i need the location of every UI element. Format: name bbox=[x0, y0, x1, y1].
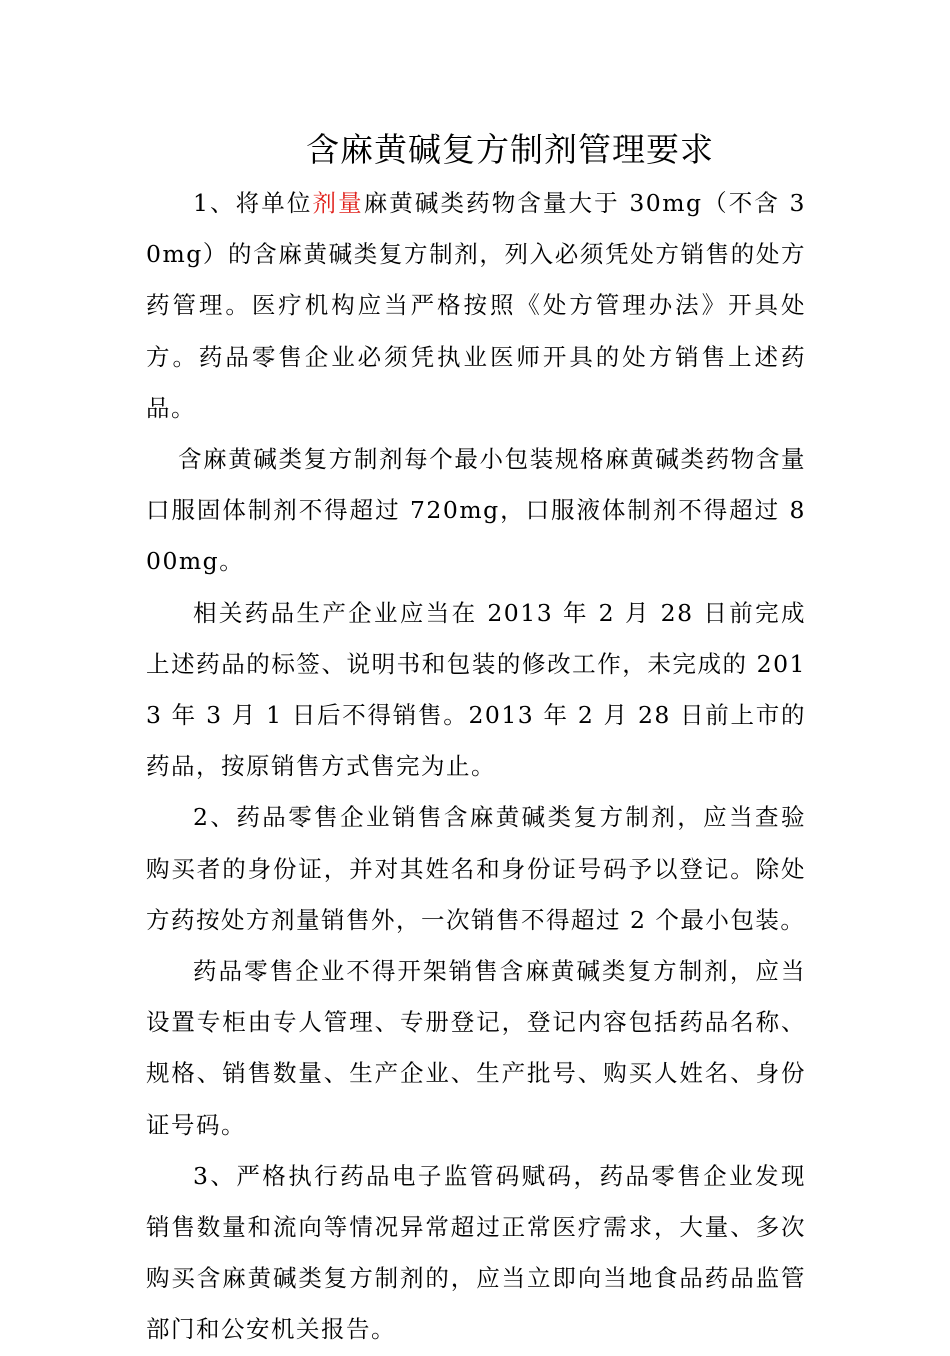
highlighted-term: 剂量 bbox=[312, 189, 364, 217]
document-title: 含麻黄碱复方制剂管理要求 bbox=[306, 130, 714, 169]
paragraph-6: 3、严格执行药品电子监管码赋码，药品零售企业发现销售数量和流向等情况异常超过正常医疗需求，大量、多次购买含麻黄碱类复方制剂的，应当立即向当地食品药品监管部门和公安机关报告。 bbox=[146, 1161, 806, 1344]
paragraph-3: 相关药品生产企业应当在 2013 年 2 月 28 日前完成上述药品的标签、说明书和包装的修改工作，未完成的 2013 年 3 月 1 日后不得销售。2013 年 2 月 28 日前上市的药品，按原销售方式售完为止。 bbox=[146, 598, 806, 781]
document-body bbox=[146, 178, 806, 1356]
paragraph-1-rest: 麻黄碱类药物含量大于 30mg（不含 30mg）的含麻黄碱类复方制剂，列入必须凭处方销售的处方药管理。医疗机构应当严格按照《处方管理办法》开具处方。药品零售企业必须凭执业医师开具的处方销售上述药品。 bbox=[146, 189, 807, 422]
paragraph-1 bbox=[146, 178, 806, 434]
paragraph-1-start: 1、将单位 bbox=[193, 189, 313, 217]
paragraph-2: 含麻黄碱类复方制剂每个最小包装规格麻黄碱类药物含量口服固体制剂不得超过 720mg，口服液体制剂不得超过 800mg。 bbox=[146, 445, 806, 576]
paragraph-4: 2、药品零售企业销售含麻黄碱类复方制剂，应当查验购买者的身份证，并对其姓名和身份证号码予以登记。除处方药按处方剂量销售外，一次销售不得超过 2 个最小包装。 bbox=[146, 803, 806, 934]
paragraph-5: 药品零售企业不得开架销售含麻黄碱类复方制剂，应当设置专柜由专人管理、专册登记，登记内容包括药品名称、规格、销售数量、生产企业、生产批号、购买人姓名、身份证号码。 bbox=[146, 957, 806, 1139]
